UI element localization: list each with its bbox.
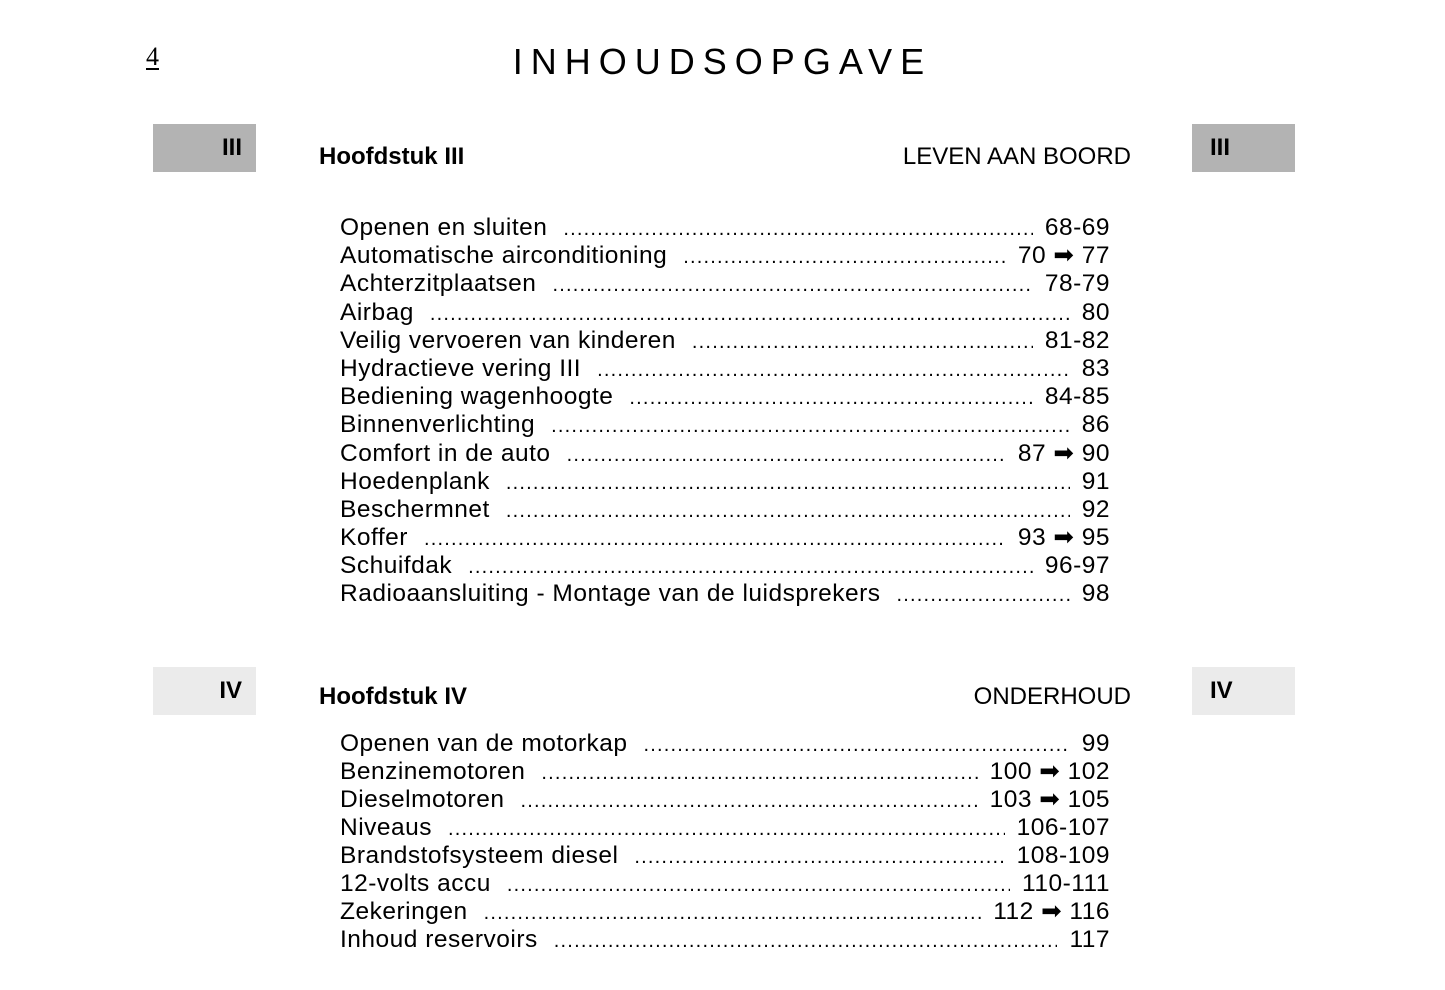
toc-entry-title: Hoedenplank (340, 467, 490, 495)
page-number: 4 (146, 42, 159, 71)
dot-leader (520, 787, 977, 815)
toc-entry-title: Hydractieve vering III (340, 354, 582, 382)
toc-entry-pages: 99 (1081, 730, 1110, 757)
toc-entry-title: Schuifdak (340, 552, 453, 580)
toc-entry (340, 468, 1110, 496)
chapter-title: ONDERHOUD (973, 683, 1131, 710)
toc-entry-title: Veilig vervoeren van kinderen (340, 326, 676, 354)
chapter-label: Hoofdstuk III (319, 143, 465, 170)
toc-entry (340, 355, 1110, 383)
chapter-header-iv (319, 682, 1131, 712)
dot-leader (541, 759, 977, 787)
toc-entry-pages: 103 ➡ 105 (989, 786, 1110, 813)
toc-entry-title: 12-volts accu (340, 870, 491, 897)
toc-entry (340, 299, 1110, 327)
toc-entry (340, 730, 1110, 758)
toc-entry-pages: 70 ➡ 77 (1017, 242, 1110, 270)
toc-entry (340, 898, 1110, 926)
toc-entry (340, 580, 1110, 608)
toc-entry (340, 214, 1110, 242)
toc-entry-pages: 117 (1069, 926, 1110, 953)
chapter-tab-left-iv: IV (153, 667, 256, 715)
toc-entry (340, 411, 1110, 439)
chapter-tab-right-iii: III (1192, 124, 1295, 172)
toc-entry-pages: 106-107 (1016, 814, 1110, 841)
page-title: INHOUDSOPGAVE (512, 41, 933, 82)
chapter-tab-right-iv: IV (1192, 667, 1295, 715)
toc-entry (340, 842, 1110, 870)
dot-leader (430, 300, 1070, 328)
toc-entry (340, 440, 1110, 468)
toc-entry-pages: 80 (1081, 298, 1110, 326)
dot-leader (554, 927, 1058, 955)
toc-entry-title: Inhoud reservoirs (340, 926, 538, 953)
toc-entry (340, 814, 1110, 842)
dot-leader (551, 412, 1070, 440)
toc-entry-title: Beschermnet (340, 495, 490, 523)
toc-entry-pages: 100 ➡ 102 (989, 758, 1110, 785)
toc-entry-pages: 92 (1081, 495, 1110, 523)
toc-entry-title: Niveaus (340, 814, 433, 841)
toc-entry-title: Dieselmotoren (340, 786, 505, 813)
toc-entry-title: Bediening wagenhoogte (340, 383, 614, 411)
toc-entry-pages: 110-111 (1022, 870, 1110, 897)
toc-entry-title: Brandstofsysteem diesel (340, 842, 619, 869)
toc-entry-pages: 81-82 (1044, 326, 1110, 354)
toc-entry (340, 524, 1110, 552)
dot-leader (563, 215, 1032, 243)
dot-leader (644, 731, 1070, 759)
dot-leader (448, 815, 1005, 843)
toc-entry-pages: 87 ➡ 90 (1017, 439, 1110, 467)
dot-leader (597, 356, 1070, 384)
dot-leader (567, 441, 1006, 469)
dot-leader (634, 843, 1004, 871)
toc-entry-title: Automatische airconditioning (340, 242, 668, 270)
chapter-header-iii (319, 142, 1131, 172)
toc-entry-pages: 91 (1081, 467, 1110, 495)
dot-leader (506, 497, 1070, 525)
dot-leader (552, 271, 1032, 299)
dot-leader (507, 871, 1010, 899)
toc-entry (340, 496, 1110, 524)
toc-entry (340, 383, 1110, 411)
toc-entry-pages: 78-79 (1044, 270, 1110, 298)
toc-entry-pages: 112 ➡ 116 (993, 898, 1110, 925)
toc-entry-pages: 83 (1081, 354, 1110, 382)
toc-entry-title: Binnenverlichting (340, 411, 536, 439)
dot-leader (424, 525, 1006, 553)
toc-entry (340, 870, 1110, 898)
dot-leader (468, 553, 1033, 581)
chapter-label: Hoofdstuk IV (319, 683, 467, 710)
dot-leader (484, 899, 982, 927)
toc-entry-title: Benzinemotoren (340, 758, 526, 785)
toc-entry-title: Comfort in de auto (340, 439, 551, 467)
dot-leader (629, 384, 1032, 412)
dot-leader (897, 581, 1070, 609)
toc-entry-pages: 86 (1081, 411, 1110, 439)
dot-leader (692, 328, 1033, 356)
chapter-tab-left-iii: III (153, 124, 256, 172)
toc-entry-title: Koffer (340, 524, 408, 552)
toc-entry-title: Openen van de motorkap (340, 730, 628, 757)
toc-entry-pages: 108-109 (1016, 842, 1110, 869)
toc-entry-pages: 98 (1081, 580, 1110, 608)
toc-entry-title: Airbag (340, 298, 414, 326)
toc-entry-pages: 93 ➡ 95 (1017, 524, 1110, 552)
toc-entry (340, 270, 1110, 298)
toc-list-chapter-iii (340, 214, 1110, 609)
toc-entry (340, 552, 1110, 580)
toc-list-chapter-iv (340, 730, 1110, 954)
toc-entry (340, 758, 1110, 786)
toc-entry-pages: 68-69 (1044, 214, 1110, 241)
toc-entry-title: Radioaansluiting - Montage van de luidsprekers (340, 580, 881, 608)
toc-entry (340, 242, 1110, 270)
toc-entry (340, 786, 1110, 814)
toc-entry-pages: 96-97 (1044, 552, 1110, 580)
toc-entry-title: Achterzitplaatsen (340, 270, 537, 298)
toc-entry (340, 327, 1110, 355)
dot-leader (506, 469, 1070, 497)
chapter-title: LEVEN AAN BOORD (902, 143, 1131, 170)
toc-entry-title: Zekeringen (340, 898, 468, 925)
toc-entry-title: Openen en sluiten (340, 214, 548, 241)
toc-entry (340, 926, 1110, 954)
toc-entry-pages: 84-85 (1044, 383, 1110, 411)
dot-leader (683, 243, 1006, 271)
